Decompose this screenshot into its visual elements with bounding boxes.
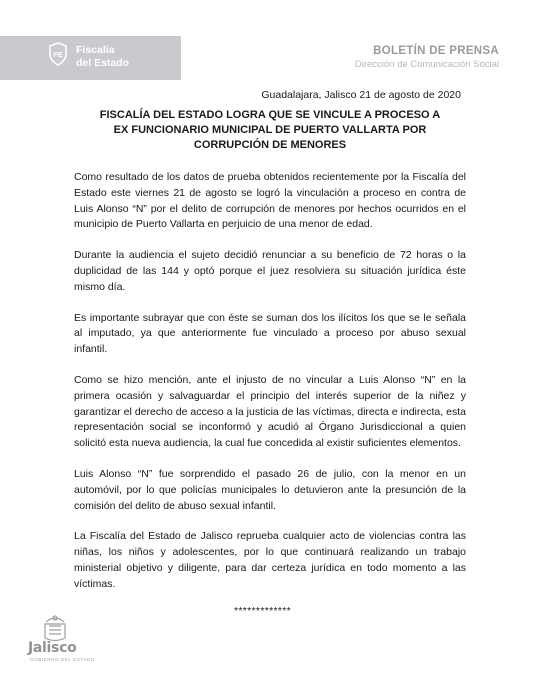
paragraph: Es importante subrayar que con éste se suman dos los ilícitos los que se le señala al imputado, ya que anteriormente fue vinculado a proceso por abuso sexual infantil. xyxy=(74,311,466,356)
logo-text: FE xyxy=(53,50,63,59)
paragraph: La Fiscalía del Estado de Jalisco repruebа cualquier acto de violencias contra las niñas, los niños y adolescentes, por lo que continuará realizando un trabajo ministerial objetivo y diligente, para dar certeza jurídica en todo momento a las víctimas. xyxy=(74,530,466,590)
paragraph: Como resultado de los datos de prueba obtenidos recientemente por la Fiscalía del Estado este viernes 21 de agosto se logró la vinculación a proceso en contra de Luis Alonso “N” por el delito de corrupción de menores por hechos ocurridos en el municipio de Puerto Vallarta en perjuicio de una menor de edad. xyxy=(74,171,466,231)
body-text xyxy=(74,170,466,608)
jalisco-wordmark: Jalisco xyxy=(28,640,77,656)
org-name-line1: Fiscalía xyxy=(76,44,115,56)
paragraph: Como se hizo mención, ante el injusto de no vincular a Luis Alonso “N” en la primera ocasión y salvaguardar el principio del interés superior de la niñez y garantizar el derecho de acceso a la justicia de las víctimas, directa e indirecta, esta representación social se inconformó y acudió al Órgano Jurisdiccional a quien solicitó esta nueva audiencia, la cual fue concedida al existir suficientes elementos. xyxy=(74,373,466,450)
bulletin-title: BOLETÍN DE PRENSA xyxy=(373,45,499,57)
bulletin-subtitle: Dirección de Comunicación Social xyxy=(354,59,499,70)
fiscalia-shield-logo-icon xyxy=(48,42,68,66)
org-name-line2: del Estado xyxy=(76,57,130,69)
org-name xyxy=(76,44,129,70)
paragraph: Luis Alonso “N” fue sorprendido el pasado 26 de julio, con la menor en un automóvil, por lo que policías municipales lo detuvieron ante la presunción de la comisión del delito de abuso sexual infantil. xyxy=(74,467,466,512)
dateline: Guadalajara, Jalisco 21 de agosto de 2020 xyxy=(261,89,461,101)
jalisco-subtitle: GOBIERNO DEL ESTADO xyxy=(30,657,95,662)
separator-stars: ************* xyxy=(234,605,292,617)
paragraph: Durante la audiencia el sujeto decidió renunciar a su beneficio de 72 horas o la duplicidad de las 144 y optó porque el juez resolviera su situación jurídica éste mismo día. xyxy=(74,249,466,293)
headline: FISCALÍA DEL ESTADO LOGRA QUE SE VINCULE A PROCESO A EX FUNCIONARIO MUNICIPAL DE PUERTO VALLARTA POR CORRUPCIÓN DE MENORES xyxy=(99,109,441,151)
